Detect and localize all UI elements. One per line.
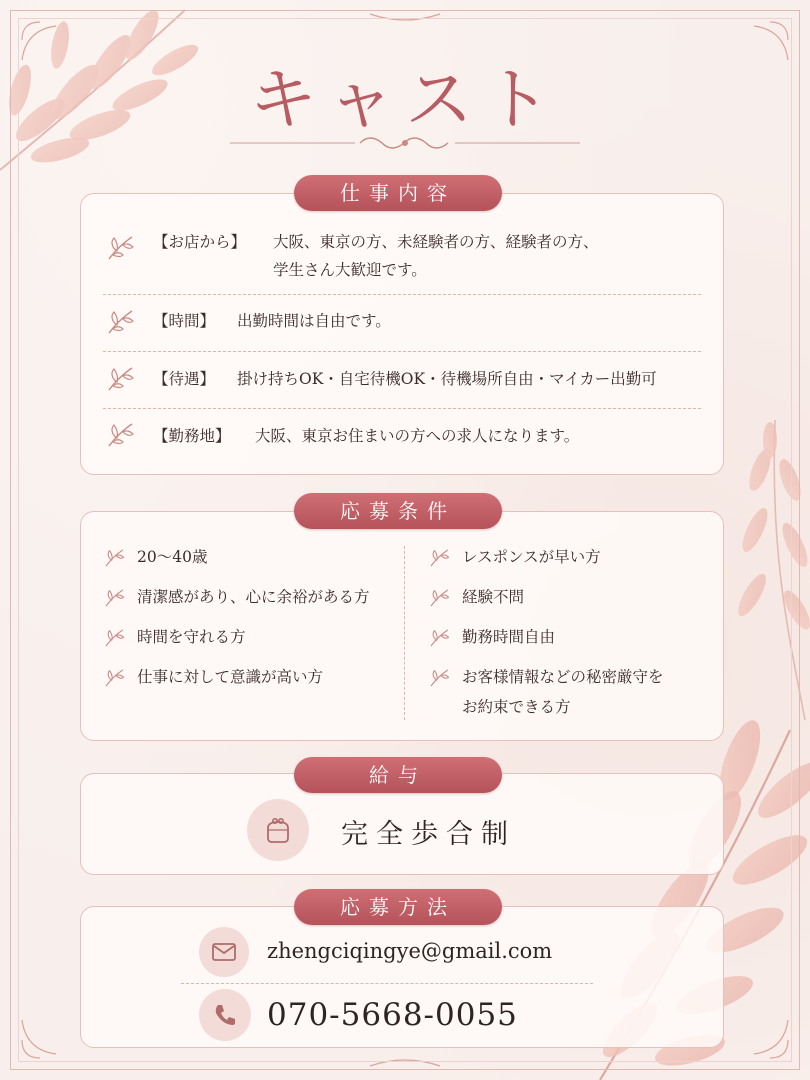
leaf-icon [103, 667, 125, 689]
column-divider [404, 546, 405, 720]
requirements-card [80, 511, 724, 741]
leaf-icon [428, 587, 450, 609]
job-row-shop-text: 大阪、東京の方、未経験者の方、経験者の方、 [273, 233, 599, 251]
job-row-shop-label: 【お店から】 [153, 233, 247, 251]
requirement-item: 仕事に対して意識が高い方 [137, 668, 324, 686]
job-row-benefits-label: 【待遇】 [153, 370, 216, 388]
title-ornament [230, 128, 580, 158]
job-row-shop-text-2: 学生さん大歓迎です。 [273, 261, 427, 279]
job-row-location-text: 大阪、東京お住まいの方への求人になります。 [255, 427, 580, 445]
section-heading-job: 仕事内容 [294, 175, 502, 211]
page-title: キャスト [248, 61, 561, 140]
row-divider [103, 294, 701, 295]
job-row-location-label: 【勤務地】 [153, 427, 231, 445]
requirement-item: 清潔感があり、心に余裕がある方 [137, 588, 370, 606]
row-divider [103, 408, 701, 409]
mail-icon [211, 940, 237, 964]
requirement-item: 経験不問 [462, 588, 525, 606]
requirement-item: お約束できる方 [462, 698, 571, 716]
phone-text[interactable]: 070-5668-0055 [267, 997, 518, 1033]
job-row-benefits-text: 掛け持ちOK・自宅待機OK・待機場所自由・マイカー出勤可 [237, 370, 657, 388]
leaf-icon [105, 364, 135, 394]
leaf-icon [103, 587, 125, 609]
requirement-item: 20〜40歳 [137, 548, 208, 566]
leaf-icon [105, 420, 135, 450]
job-row-time-label: 【時間】 [153, 312, 216, 330]
requirement-item: 勤務時間自由 [462, 628, 556, 646]
purse-icon [262, 814, 294, 846]
leaf-icon [103, 547, 125, 569]
phone-icon [212, 1002, 238, 1028]
row-divider [181, 983, 593, 984]
section-heading-apply: 応募方法 [294, 889, 502, 925]
leaf-icon [105, 233, 135, 263]
leaf-icon [428, 547, 450, 569]
leaf-icon [428, 627, 450, 649]
apply-card [80, 906, 724, 1048]
row-divider [103, 351, 701, 352]
requirement-item: レスポンスが早い方 [462, 548, 601, 566]
requirement-item: お客様情報などの秘密厳守を [462, 668, 664, 686]
email-text[interactable]: zhengciqingye@gmail.com [267, 939, 553, 963]
leaf-icon [105, 307, 135, 337]
job-row-time-text: 出勤時間は自由です。 [237, 312, 391, 330]
section-heading-requirements: 応募条件 [294, 493, 502, 529]
salary-text: 完全歩合制 [341, 819, 516, 850]
section-heading-salary: 給与 [294, 757, 502, 793]
leaf-icon [103, 627, 125, 649]
leaf-icon [428, 667, 450, 689]
requirement-item: 時間を守れる方 [137, 628, 246, 646]
job-details-card [80, 193, 724, 475]
